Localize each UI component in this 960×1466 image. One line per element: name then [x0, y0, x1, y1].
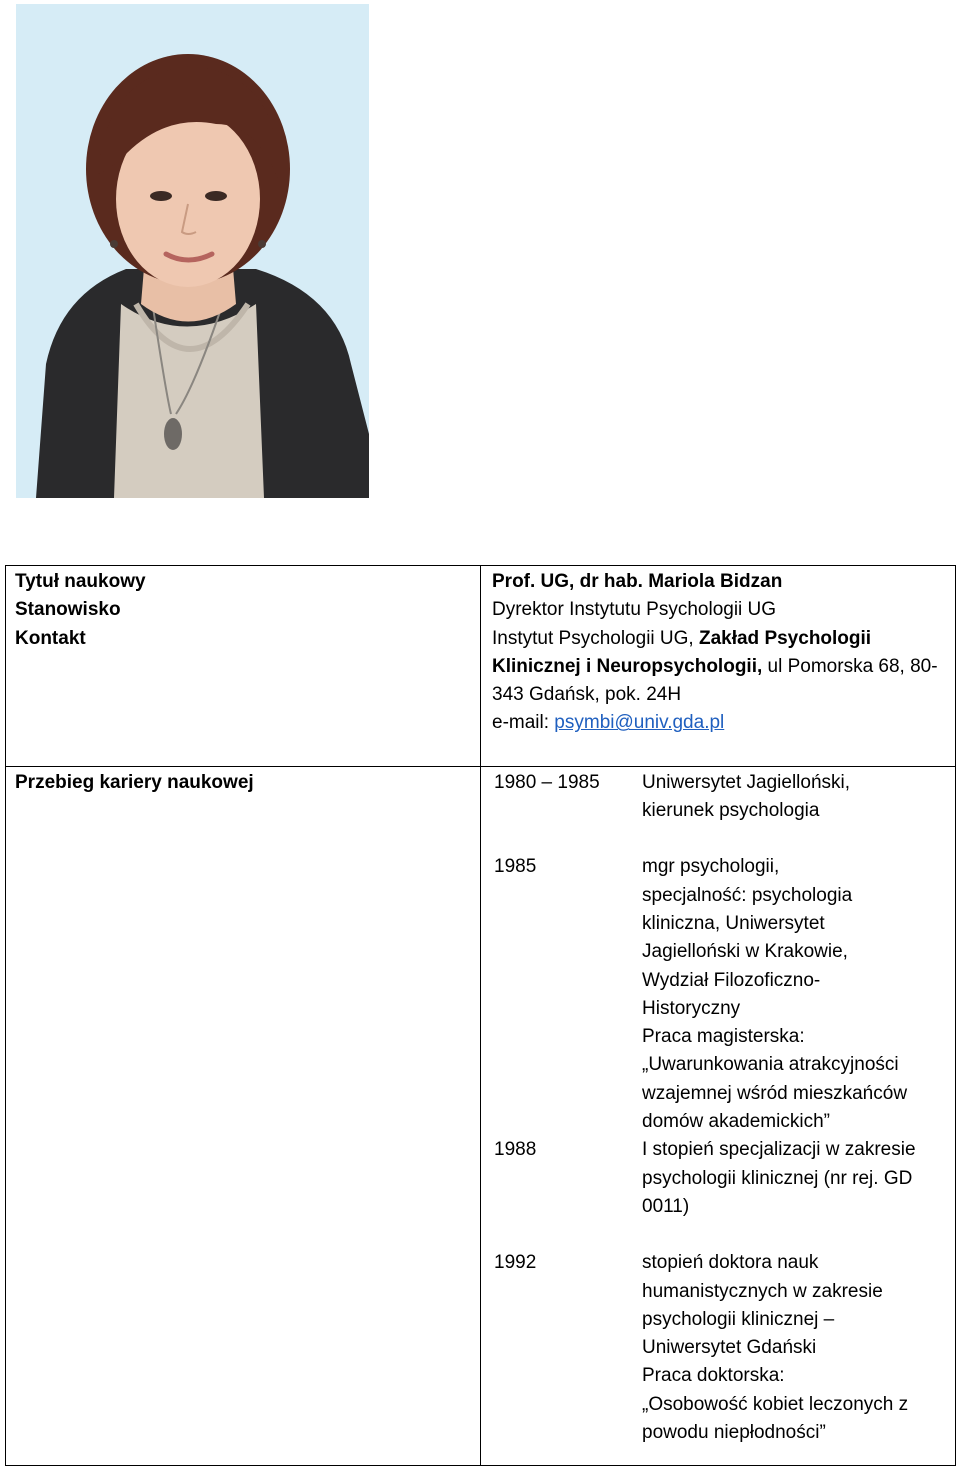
email-link[interactable]: psymbi@univ.gda.pl: [554, 712, 725, 734]
person-position: Dyrektor Instytutu Psychologii UG: [492, 599, 777, 621]
spacer: [494, 1221, 642, 1249]
profile-values-cell: [481, 566, 956, 767]
spacer: [642, 1221, 955, 1249]
career-line: kliniczna, Uniwersytet: [642, 912, 825, 934]
career-desc-4: [642, 1249, 955, 1447]
contact-institute: Instytut Psychologii UG,: [492, 627, 699, 649]
career-line: powodu niepłodności”: [642, 1422, 826, 1444]
career-row: [6, 766, 956, 1465]
person-name: Prof. UG, dr hab. Mariola Bidzan: [492, 571, 783, 592]
contact-address: [492, 625, 947, 710]
career-desc-3: [642, 1136, 955, 1221]
career-line: I stopień specjalizacji w zakresie: [642, 1139, 916, 1161]
career-line: 0011): [642, 1195, 690, 1217]
career-year-4: 1992: [494, 1252, 537, 1274]
career-line: stopień doktora nauk: [642, 1252, 819, 1274]
contact-street: ul Pomorska 68, 80-343 Gdańsk, pok. 24H: [492, 655, 938, 706]
career-line: „Uwarunkowania atrakcyjności: [642, 1054, 899, 1076]
career-year-3: 1988: [494, 1139, 537, 1161]
career-desc-1: [642, 769, 955, 826]
spacer: [494, 825, 642, 853]
career-year-2: 1985: [494, 856, 537, 878]
career-line: Jagielloński w Krakowie,: [642, 941, 848, 963]
spacer: [642, 825, 955, 853]
cv-table: [5, 565, 956, 1466]
career-line: Praca magisterska:: [642, 1026, 805, 1048]
career-line: Uniwersytet Jagielloński,: [642, 771, 851, 793]
contact-department: Zakład Psychologii Klinicznej i Neuropsychologii,: [492, 627, 872, 677]
career-line: domów akademickich”: [642, 1111, 830, 1133]
label-contact: Kontakt: [15, 627, 86, 649]
career-line: „Osobowość kobiet leczonych z: [642, 1393, 909, 1415]
career-line: psychologii klinicznej –: [642, 1308, 835, 1330]
label-position: Stanowisko: [15, 599, 121, 621]
career-line: Praca doktorska:: [642, 1365, 785, 1387]
career-line: wzajemnej wśród mieszkańców: [642, 1082, 908, 1104]
career-line: mgr psychologii,: [642, 856, 780, 878]
career-line: Historyczny: [642, 997, 741, 1019]
profile-labels-cell: [6, 566, 481, 767]
career-desc-2: [642, 853, 955, 1136]
career-line: humanistycznych w zakresie: [642, 1280, 883, 1302]
email-label: e-mail:: [492, 712, 555, 734]
contact-email-line: [492, 709, 947, 737]
portrait-illustration: [16, 4, 369, 498]
career-grid: [7, 767, 955, 1448]
career-line: psychologii klinicznej (nr rej. GD: [642, 1167, 913, 1189]
profile-row: [6, 566, 956, 767]
label-title: Tytuł naukowy: [15, 571, 146, 592]
career-line: kierunek psychologia: [642, 800, 820, 822]
career-line: Wydział Filozoficzno-: [642, 969, 821, 991]
career-line: Uniwersytet Gdański: [642, 1337, 817, 1359]
career-line: specjalność: psychologia: [642, 884, 853, 906]
career-entries-cell: [481, 766, 956, 1465]
career-label: Przebieg kariery naukowej: [15, 771, 254, 793]
portrait-photo: [16, 4, 369, 498]
career-year-1: 1980 – 1985: [494, 771, 600, 793]
